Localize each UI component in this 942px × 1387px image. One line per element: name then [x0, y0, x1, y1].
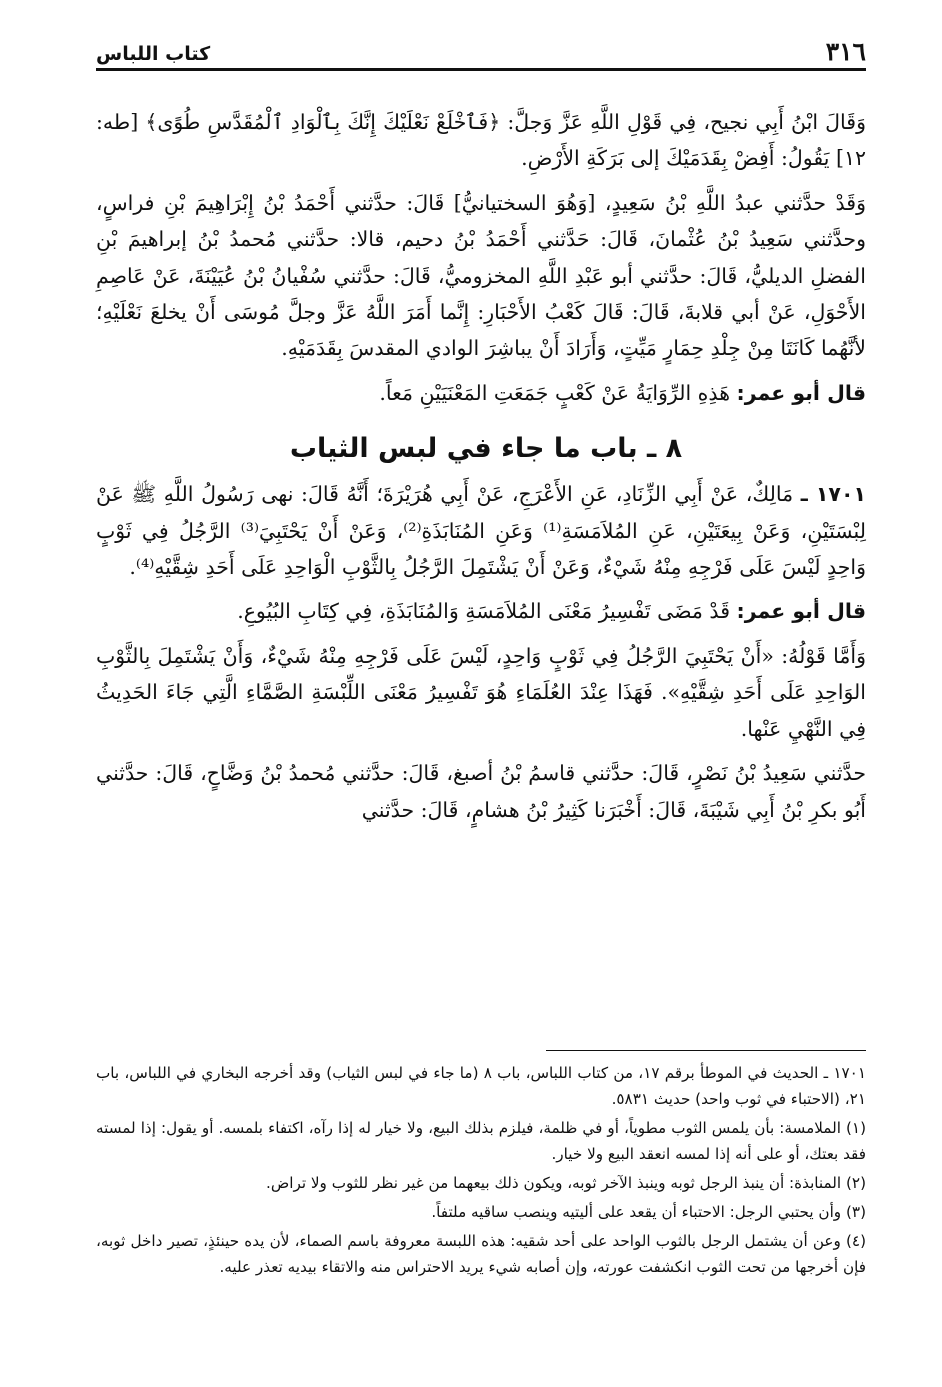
abu-umar-text: قَدْ مَضَى تَفْسِيرُ مَعْنَى المُلاَمَسَةِ وَالمُنَابَذَةِ، فِي كِتَابِ البُيُوعِ.	[237, 599, 730, 624]
footnotes	[96, 1060, 866, 1283]
abu-umar-comment-2	[96, 593, 866, 629]
paragraph-isnad-said: حدَّثني سَعِيدُ بْنُ نَصْرٍ، قَالَ: حدَّثني قاسمُ بْنُ أصبغ، قَالَ: حدَّثني مُحمدُ بْنُ وَضَّاحٍ، قَالَ: حدَّثني أَبُو بكرِ بْنُ أَبِي شَيْبَةَ، قَالَ: أَخْبَرَنا كَثِيرُ بْنُ هشامٍ، قَالَ: حدَّثني	[96, 761, 866, 822]
paragraph-explanation: وَأَمَّا قَوْلُهُ: «أَنْ يَحْتَبِيَ الرَّجُلُ فِي ثَوْبٍ وَاحِدٍ، لَيْسَ عَلَى فَرْجِهِ مِنْهُ شَيْءٌ، وَأَنْ يَشْتَمِلَ بِالثَّوْبِ الوَاحِدِ عَلَى أَحَدِ شِقَّيْهِ». فَهَذَا عِنْدَ العُلَمَاءِ هُوَ تَفْسِيرُ مَعْنَى اللِّبْسَةِ الصَّمَّاءِ الَّتِي جَاءَ الحَدِيثُ فِي النَّهْيِ عَنْها.	[96, 643, 866, 741]
footnote-2: (٢) المنابذة: أن ينبذ الرجل ثوبه وينبذ الآخر ثوبه، ويكون ذلك بيعهما من غير نظر للثوب ولا تراض.	[266, 1174, 866, 1192]
footnote-1: (١) الملامسة: بأن يلمس الثوب مطوياً، أو في ظلمة، فيلزم بذلك البيع، ولا خيار له إذا رآه، اكتفاء بلمسه. أو يقول: إذا لمسته فقد بعتك، أو على أنه إذا لمسه انعقد البيع ولا خيار.	[96, 1119, 866, 1163]
abu-umar-comment-1	[96, 375, 866, 411]
footnote-separator	[546, 1050, 866, 1051]
footnote-4: (٤) وعن أن يشتمل الرجل بالثوب الواحد على أحد شقيه: هذه اللبسة معروفة باسم الصماء، لأن يده حينئذٍ، تصير داخل ثوبه، فإن أخرجها من تحت الثوب انكشفت عورته، وإن أصابه شيء يريد الاحتراس منه والاتقاء بيديه تعذر عليه.	[96, 1232, 866, 1276]
chapter-heading-text: ٨ ـ باب ما جاء في لبس الثياب	[289, 433, 683, 465]
chapter-heading	[96, 433, 866, 464]
page-header	[96, 34, 866, 71]
abu-umar-label: قال أبو عمر:	[736, 380, 866, 405]
hadith-text: مَالِكٌ، عَنْ أَبِي الزِّنَادِ، عَنِ الأَعْرَجِ، عَنْ أَبِي هُرَيْرَةَ؛ أَنَّهُ قَالَ: نهى رَسُولُ اللَّهِ ﷺ عَنْ لِبْسَتَيْنِ، وَعَنْ بِيعَتَيْنِ، عَنِ المُلاَمَسَةِ⁽¹⁾ وَعَنِ المُنَابَذَةِ⁽²⁾، وَعَنْ أَنْ يَحْتَبِيَ⁽³⁾ الرَّجُلُ فِي ثَوْبٍ وَاحِدٍ لَيْسَ عَلَى فَرْجِهِ مِنْهُ شَيْءٌ، وَعَنْ أَنْ يَشْتَمِلَ الرَّجُلُ بِالثَّوْبِ الْوَاحِدِ عَلَى أَحَدِ شِقَّيْهِ⁽⁴⁾.	[96, 482, 866, 580]
paragraph-ibn-abi-najih: وَقَالَ ابْنُ أَبِي نجيح، فِي قَوْلِ اللَّهِ عَزَّ وَجلَّ: ﴿فَٱخْلَعْ نَعْلَيْكَ إِنَّكَ بِٱلْوَادِ ٱلْمُقَدَّسِ طُوًى﴾ [طه: ١٢] يَقُولُ: أَفِضْ بِقَدَمَيْكَ إلى بَرَكَةِ الأَرْضِ.	[96, 110, 866, 171]
abu-umar-text: هَذِهِ الرِّوَايَةُ عَنْ كَعْبٍ جَمَعَتِ المَعْنَيَيْنِ مَعاً.	[379, 380, 730, 405]
main-text	[96, 104, 866, 836]
footnote-3: (٣) وأن يحتبي الرجل: الاحتباء أن يقعد على أليتيه وينصب ساقيه ملتفاً.	[431, 1203, 866, 1221]
abu-umar-label: قال أبو عمر:	[736, 599, 866, 624]
footnote-1701: ١٧٠١ ـ الحديث في الموطأ برقم ١٧، من كتاب اللباس، باب ٨ (ما جاء في لبس الثياب) وقد أخرجه البخاري في اللباس، باب ٢١، (الاحتباء في ثوب واحد) حديث ٥٨٣١.	[96, 1064, 866, 1108]
hadith-1701	[96, 476, 866, 585]
running-title: كتاب اللباس	[96, 43, 211, 65]
page-number: ٣١٦	[825, 37, 866, 66]
hadith-number: ١٧٠١ ـ	[800, 482, 866, 507]
paragraph-isnad-kaab: وَقَدْ حدَّثني عبدُ اللَّهِ بْنُ سَعِيدٍ، [وَهُوَ السختيانيُّ] قَالَ: حدَّثني أَحْمَدُ بْنُ إِبْرَاهِيمَ بْنِ فراسٍ، وحدَّثني سَعِيدُ بْنُ عُثْمانَ، قَالَ: حَدَّثني أَحْمَدُ بْنُ دحيم، قالا: حدَّثني مُحمدُ بْنُ إبراهيمَ بْنِ الفضلِ الديليُّ، قَالَ: حدَّثني أبو عَبْدِ اللَّهِ المخزوميُّ، قَالَ: حدَّثني سُفْيانُ بْنُ عُيَيْنَةَ، عَنْ عَاصِمِ الأَحْوَلِ، عَنْ أبي قلابةَ، قَالَ: قَالَ كَعْبُ الأَحْبَارِ: إِنَّما أَمَرَ اللَّهُ عَزَّ وجلَّ مُوسَى أَنْ يخلعَ نَعْلَيْهِ؛ لأنَّهُما كَانَتَا مِنْ جِلْدِ حِمَارٍ مَيِّتٍ، وَأَرَادَ أَنْ يباشِرَ الوادي المقدسَ بِقَدَمَيْهِ.	[96, 190, 866, 361]
